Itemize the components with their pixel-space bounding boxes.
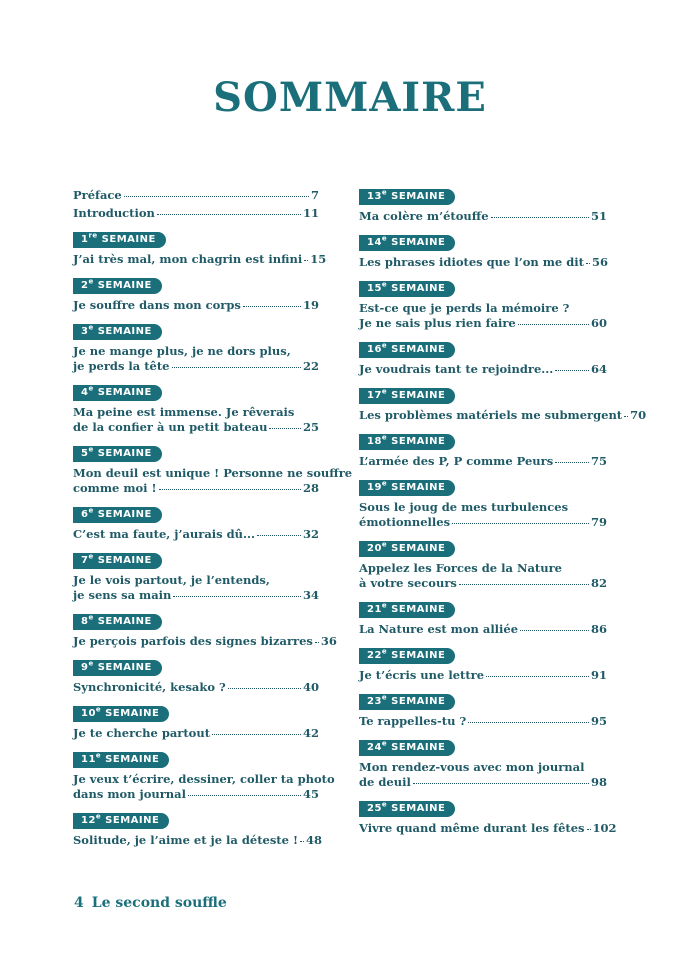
toc-page-number: 25 <box>302 420 319 434</box>
toc-page-number: 11 <box>302 206 319 220</box>
toc-line <box>73 420 319 435</box>
toc-line <box>359 500 607 515</box>
toc-line-text: Mon rendez-vous avec mon journal <box>359 760 585 774</box>
week-number: 9 <box>81 662 89 673</box>
week-suffix: e <box>381 387 388 396</box>
toc-line-text: Sous le joug de mes turbulences <box>359 500 569 514</box>
toc-page-number: 60 <box>590 316 607 330</box>
toc-line-text: Mon deuil est unique ! Personne ne souffre <box>73 466 353 480</box>
toc-line-text: Les problèmes matériels me submergent <box>359 408 623 422</box>
page-number: 4 <box>74 895 84 911</box>
dot-leader <box>491 216 589 218</box>
toc-line-text: Je ne sais plus rien faire <box>359 316 516 330</box>
week-badge <box>359 388 455 404</box>
toc-line-text: La Nature est mon alliée <box>359 622 519 636</box>
week-badge <box>73 278 162 294</box>
week-suffix: e <box>381 601 388 610</box>
week-number: 11 <box>81 754 96 765</box>
toc-line <box>73 466 353 481</box>
dot-leader <box>300 840 304 842</box>
dot-leader <box>624 415 628 417</box>
toc-line-text: Ma peine est immense. Je rêverais <box>73 405 295 419</box>
week-number: 4 <box>81 387 89 398</box>
dot-leader <box>159 488 301 490</box>
toc-entry <box>73 206 319 221</box>
toc-line <box>359 561 607 576</box>
toc-line <box>73 726 319 741</box>
toc-line-text: Je le vois partout, je l’entends, <box>73 573 270 587</box>
week-label: SEMAINE <box>97 448 152 459</box>
dot-leader <box>304 259 308 261</box>
week-label: SEMAINE <box>97 662 152 673</box>
week-number: 12 <box>81 815 96 826</box>
dot-leader <box>413 782 589 784</box>
toc-week-entry <box>359 739 607 790</box>
week-label: SEMAINE <box>391 191 446 202</box>
dot-leader <box>586 262 590 264</box>
dot-leader <box>157 213 301 215</box>
week-label: SEMAINE <box>391 803 446 814</box>
toc-column-right <box>359 188 647 836</box>
toc-entry <box>73 188 319 203</box>
week-badge <box>73 706 169 722</box>
week-suffix: e <box>381 647 388 656</box>
toc-line <box>359 255 607 270</box>
week-badge <box>359 235 455 251</box>
toc-page-number: 7 <box>310 188 319 202</box>
toc-line-text: de la confier à un petit bateau <box>73 420 268 434</box>
toc-week-entry <box>73 812 323 848</box>
toc-page-number: 19 <box>302 298 319 312</box>
toc-page-number: 102 <box>592 821 617 835</box>
toc-page-number: 48 <box>306 833 323 847</box>
toc-line-text: de deuil <box>359 775 411 789</box>
toc-line-text: Ma colère m’étouffe <box>359 209 489 223</box>
dot-leader <box>172 366 301 368</box>
week-label: SEMAINE <box>97 616 152 627</box>
week-suffix: e <box>381 433 388 442</box>
week-label: SEMAINE <box>391 344 446 355</box>
week-label: SEMAINE <box>97 387 152 398</box>
week-number: 17 <box>367 390 382 401</box>
toc-page-number: 91 <box>590 668 607 682</box>
toc-page-number: 79 <box>590 515 607 529</box>
dot-leader <box>188 794 301 796</box>
toc-page-number: 40 <box>302 680 319 694</box>
week-label: SEMAINE <box>105 815 160 826</box>
toc-line <box>73 680 319 695</box>
week-label: SEMAINE <box>391 543 446 554</box>
toc-page-number: 45 <box>302 787 319 801</box>
week-label: SEMAINE <box>391 742 446 753</box>
week-label: SEMAINE <box>97 509 152 520</box>
week-suffix: e <box>381 540 388 549</box>
week-badge <box>73 553 162 569</box>
week-suffix: e <box>95 751 102 760</box>
toc-line <box>73 405 319 420</box>
toc-line <box>73 787 319 802</box>
week-number: 24 <box>367 742 382 753</box>
toc-week-entry <box>73 277 319 313</box>
week-label: SEMAINE <box>97 280 152 291</box>
dot-leader <box>243 305 301 307</box>
toc-line-text: Appelez les Forces de la Nature <box>359 561 562 575</box>
toc-line <box>359 362 607 377</box>
toc-line-text: dans mon journal <box>73 787 186 801</box>
week-number: 15 <box>367 283 382 294</box>
week-suffix: e <box>88 323 94 332</box>
dot-leader <box>124 195 309 197</box>
toc-line-text: Je ne mange plus, je ne dors plus, <box>73 344 291 358</box>
week-badge <box>359 740 455 756</box>
book-title: Le second souffle <box>91 895 227 911</box>
toc-line <box>359 316 607 331</box>
page-title: SOMMAIRE <box>213 74 487 121</box>
week-badge <box>73 324 162 340</box>
toc-week-entry <box>359 433 607 469</box>
toc-line <box>359 760 607 775</box>
dot-leader <box>257 534 301 536</box>
week-label: SEMAINE <box>97 326 152 337</box>
toc-line <box>359 209 607 224</box>
week-suffix: e <box>381 693 388 702</box>
toc-week-entry <box>359 234 607 270</box>
dot-leader <box>555 369 589 371</box>
dot-leader <box>269 427 301 429</box>
dot-leader <box>520 629 589 631</box>
toc-week-entry <box>73 445 353 496</box>
toc-week-entry <box>359 387 647 423</box>
page-footer <box>74 895 227 911</box>
dot-leader <box>468 721 589 723</box>
week-number: 19 <box>367 482 382 493</box>
toc-week-entry <box>73 613 337 649</box>
toc-line-text: Vivre quand même durant les fêtes <box>359 821 585 835</box>
toc-week-entry <box>359 693 607 729</box>
dot-leader <box>518 323 589 325</box>
dot-leader <box>212 733 301 735</box>
toc-line-text: Solitude, je l’aime et je la déteste ! <box>73 833 298 847</box>
toc-week-entry <box>73 384 319 435</box>
toc-page-number: 86 <box>590 622 607 636</box>
week-suffix: e <box>381 280 388 289</box>
week-number: 10 <box>81 708 96 719</box>
week-suffix: e <box>381 188 388 197</box>
week-badge <box>359 648 455 664</box>
toc-page-number: 15 <box>310 252 327 266</box>
week-number: 1 <box>81 234 89 245</box>
toc-line-text: comme moi ! <box>73 481 157 495</box>
toc-line <box>73 481 319 496</box>
toc-line-text: Je te cherche partout <box>73 726 211 740</box>
toc-page-number: 42 <box>302 726 319 740</box>
week-label: SEMAINE <box>391 436 446 447</box>
dot-leader <box>459 583 589 585</box>
dot-leader <box>486 675 589 677</box>
toc-line <box>359 515 607 530</box>
toc-page-number: 22 <box>302 359 319 373</box>
week-suffix: e <box>381 341 388 350</box>
toc-week-entry <box>359 540 607 591</box>
toc-line <box>73 206 319 221</box>
toc-line-text: émotionnelles <box>359 515 451 529</box>
week-badge <box>73 232 166 248</box>
week-suffix: e <box>88 384 94 393</box>
toc-line <box>73 298 319 313</box>
week-label: SEMAINE <box>97 555 152 566</box>
toc-line-text: Te rappelles-tu ? <box>359 714 467 728</box>
week-suffix: e <box>95 705 102 714</box>
toc-page-number: 36 <box>320 634 337 648</box>
week-label: SEMAINE <box>391 604 446 615</box>
toc-line-text: je perds la tête <box>73 359 170 373</box>
toc-page-number: 70 <box>630 408 647 422</box>
week-number: 3 <box>81 326 89 337</box>
toc-line <box>359 622 607 637</box>
toc-week-entry <box>359 341 607 377</box>
toc-line-text: C’est ma faute, j’aurais dû... <box>73 527 256 541</box>
week-label: SEMAINE <box>391 390 446 401</box>
toc-week-entry <box>73 506 319 542</box>
week-number: 23 <box>367 696 382 707</box>
dot-leader <box>452 522 589 524</box>
week-number: 13 <box>367 191 382 202</box>
toc-line <box>359 668 607 683</box>
week-suffix: e <box>88 552 94 561</box>
week-number: 20 <box>367 543 382 554</box>
week-badge <box>359 480 455 496</box>
toc-line-text: Je souffre dans mon corps <box>73 298 241 312</box>
week-badge <box>73 446 162 462</box>
toc-week-entry <box>73 705 319 741</box>
week-label: SEMAINE <box>391 283 446 294</box>
week-suffix: e <box>381 800 388 809</box>
toc-line <box>359 714 607 729</box>
week-suffix: e <box>381 234 388 243</box>
toc-line <box>73 188 319 203</box>
toc-page-number: 98 <box>590 775 607 789</box>
week-badge <box>359 342 455 358</box>
week-number: 22 <box>367 650 382 661</box>
toc-page-number: 75 <box>590 454 607 468</box>
week-badge <box>359 541 455 557</box>
dot-leader <box>173 595 301 597</box>
week-badge <box>359 434 455 450</box>
toc-week-entry <box>359 479 607 530</box>
toc-line <box>73 527 319 542</box>
week-label: SEMAINE <box>391 696 446 707</box>
toc-line <box>359 454 607 469</box>
week-number: 2 <box>81 280 89 291</box>
toc-page-number: 56 <box>591 255 608 269</box>
week-suffix: re <box>88 231 98 240</box>
toc-page-number: 32 <box>302 527 319 541</box>
toc-line-text: Je voudrais tant te rejoindre... <box>359 362 554 376</box>
week-label: SEMAINE <box>105 754 160 765</box>
toc-week-entry <box>359 647 607 683</box>
week-number: 8 <box>81 616 89 627</box>
week-badge <box>73 660 162 676</box>
week-badge <box>73 614 162 630</box>
week-suffix: e <box>88 613 94 622</box>
week-badge <box>73 507 162 523</box>
week-number: 18 <box>367 436 382 447</box>
week-label: SEMAINE <box>391 237 446 248</box>
toc-line-text: Préface <box>73 188 122 202</box>
dot-leader <box>228 687 301 689</box>
week-badge <box>359 281 455 297</box>
week-badge <box>73 752 169 768</box>
week-label: SEMAINE <box>391 650 446 661</box>
toc-line <box>359 775 607 790</box>
toc-line-text: Les phrases idiotes que l’on me dit <box>359 255 584 269</box>
toc-line <box>73 588 319 603</box>
toc-line-text: à votre secours <box>359 576 457 590</box>
toc-column-left <box>73 188 353 848</box>
toc-week-entry <box>359 601 607 637</box>
week-suffix: e <box>88 445 94 454</box>
toc-page-number: 82 <box>590 576 607 590</box>
toc-line-text: Je t’écris une lettre <box>359 668 485 682</box>
toc-week-entry <box>73 552 319 603</box>
week-label: SEMAINE <box>105 708 160 719</box>
toc-line-text: je sens sa main <box>73 588 172 602</box>
toc-page-number: 28 <box>302 481 319 495</box>
week-badge <box>73 385 162 401</box>
week-number: 7 <box>81 555 89 566</box>
week-badge <box>359 602 455 618</box>
week-number: 6 <box>81 509 89 520</box>
toc-line <box>359 821 617 836</box>
week-suffix: e <box>88 277 94 286</box>
toc-line <box>73 573 319 588</box>
toc-line-text: Je perçois parfois des signes bizarres <box>73 634 313 648</box>
toc-line-text: Introduction <box>73 206 155 220</box>
toc-line <box>359 576 607 591</box>
week-badge <box>73 813 169 829</box>
toc-line <box>73 772 335 787</box>
toc-week-entry <box>73 751 335 802</box>
toc-line <box>73 252 327 267</box>
week-badge <box>359 189 455 205</box>
week-number: 16 <box>367 344 382 355</box>
dot-leader <box>315 641 319 643</box>
toc-line-text: L’armée des P, P comme Peurs <box>359 454 554 468</box>
toc-week-entry <box>359 280 607 331</box>
week-badge <box>359 694 455 710</box>
toc-line-text: Je veux t’écrire, dessiner, coller ta photo <box>73 772 335 786</box>
toc-week-entry <box>73 323 319 374</box>
toc-line-text: J’ai très mal, mon chagrin est infini <box>73 252 303 266</box>
week-label: SEMAINE <box>101 234 156 245</box>
toc-page-number: 34 <box>302 588 319 602</box>
toc-line <box>73 833 323 848</box>
week-suffix: e <box>95 812 102 821</box>
week-suffix: e <box>88 506 94 515</box>
toc-page-number: 51 <box>590 209 607 223</box>
toc-line <box>73 344 319 359</box>
week-number: 14 <box>367 237 382 248</box>
week-badge <box>359 801 455 817</box>
dot-leader <box>555 461 589 463</box>
toc-page-number: 95 <box>590 714 607 728</box>
dot-leader <box>587 828 591 830</box>
toc-line <box>359 408 647 423</box>
toc-line-text: Est-ce que je perds la mémoire ? <box>359 301 570 315</box>
toc-week-entry <box>73 659 319 695</box>
week-number: 21 <box>367 604 382 615</box>
week-suffix: e <box>381 479 388 488</box>
toc-line <box>359 301 607 316</box>
week-suffix: e <box>88 659 94 668</box>
toc-line <box>73 359 319 374</box>
toc-line-text: Synchronicité, kesako ? <box>73 680 226 694</box>
week-suffix: e <box>381 739 388 748</box>
toc-page-number: 64 <box>590 362 607 376</box>
week-number: 5 <box>81 448 89 459</box>
week-label: SEMAINE <box>391 482 446 493</box>
toc-week-entry <box>359 800 617 836</box>
week-number: 25 <box>367 803 382 814</box>
toc-week-entry <box>359 188 607 224</box>
toc-week-entry <box>73 231 327 267</box>
toc-line <box>73 634 337 649</box>
